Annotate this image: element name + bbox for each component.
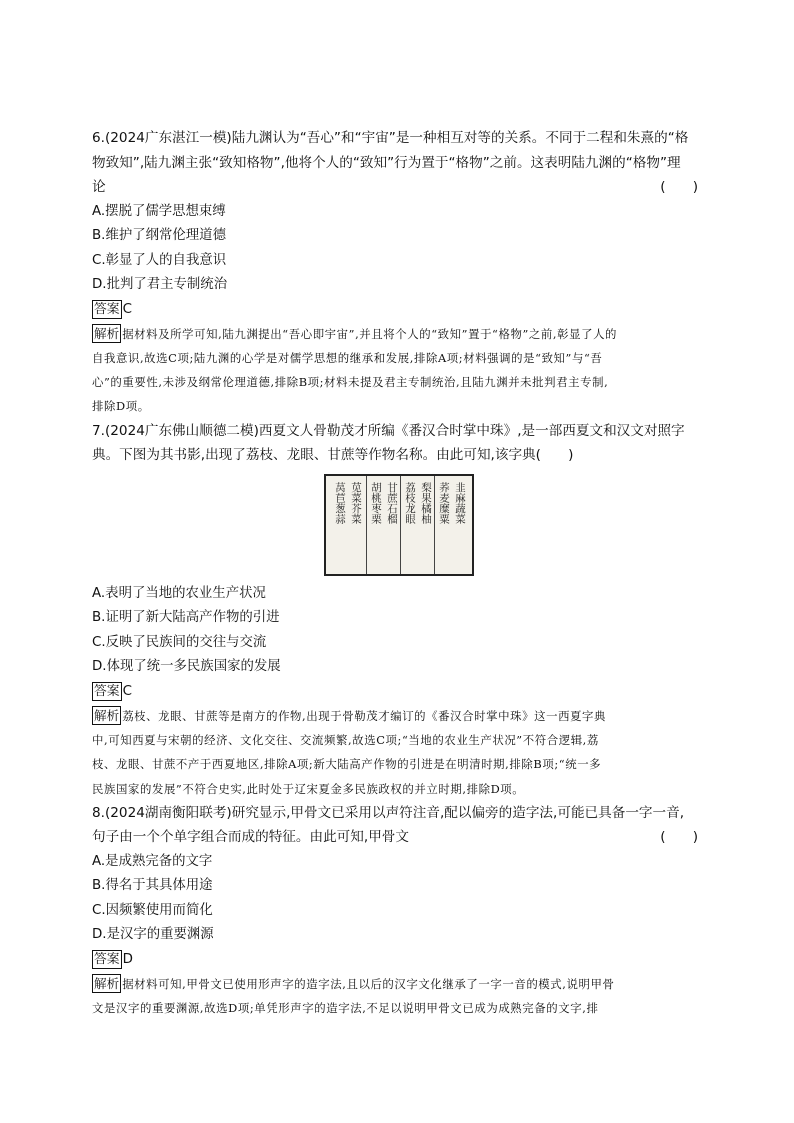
- figure-column: 莴苣葱蒜: [334, 481, 346, 524]
- figure-divider: [434, 476, 435, 574]
- explanation-line: 文是汉字的重要渊源,故选D项;单凭形声字的造字法,不足以说明甲骨文已成为成熟完备的文字,排: [92, 1001, 599, 1016]
- answer-blank: ): [540, 447, 574, 464]
- figure-divider: [400, 476, 401, 574]
- question-stem-text: 论: [92, 179, 106, 195]
- explanation-line: 枝、龙眼、甘蔗不产于西夏地区,排除A项;新大陆高产作物的引进是在明清时期,排除B项;“统一多: [92, 757, 602, 772]
- option-a: A.表明了当地的农业生产状况: [92, 585, 266, 601]
- question-stem-line: [92, 825, 700, 850]
- answer-tag: 答案: [94, 952, 120, 968]
- figure-column: 荞麦糜粟: [438, 481, 450, 524]
- question-stem-line: 6.(2024广东湛江一模)陆九渊认为“吾心”和“宇宙”是一种相互对等的关系。不同于二程和朱熹的“格: [92, 130, 689, 146]
- answer-tag: 答案: [94, 684, 120, 700]
- question-7: [92, 419, 700, 801]
- option-b: B.得名于其具体用途: [92, 878, 213, 894]
- explanation-line: 自我意识,故选C项;陆九渊的心学是对儒学思想的继承和发展,排除A项;材料强调的是“致知”与“吾: [92, 350, 603, 365]
- answer-row: [92, 948, 700, 972]
- explanation-line: 民族国家的发展”不符合史实,此时处于辽宋夏金多民族政权的并立时期,排除D项。: [92, 781, 525, 796]
- option-a: A.是成熟完备的文字: [92, 853, 213, 869]
- explanation: [92, 704, 700, 801]
- question-stem-line: [92, 443, 700, 468]
- answer-row: [92, 680, 700, 704]
- document-page: [92, 126, 700, 1020]
- answer-value: C: [122, 684, 132, 700]
- option-c: C.反映了民族间的交往与交流: [92, 634, 267, 650]
- option-a: A.摆脱了儒学思想束缚: [92, 203, 226, 219]
- question-8: [92, 801, 700, 1021]
- figure-column: 苋菜芥菜: [350, 481, 362, 524]
- explanation-text: 据材料及所学可知,陆九渊提出“吾心即宇宙”,并且将个人的“致知”置于“格物”之前,彰显了人的: [122, 326, 618, 341]
- explanation-line: [92, 322, 700, 346]
- explanation-line: [92, 704, 700, 728]
- explanation-text: 荔枝、龙眼、甘蔗等是南方的作物,出现于骨勒茂才编订的《番汉合时掌中珠》这一西夏字典: [122, 708, 607, 723]
- question-stem-line: 7.(2024广东佛山顺德二模)西夏文人骨勒茂才所编《番汉合时掌中珠》,是一部西夏文和汉文对照字: [92, 422, 685, 439]
- explanation-line: [92, 972, 700, 996]
- explanation-text: 据材料可知,甲骨文已使用形声字的造字法,且以后的汉字文化继承了一字一音的模式,说明甲骨: [122, 976, 615, 991]
- explanation: [92, 322, 700, 419]
- option-b: B.维护了纲常伦理道德: [92, 228, 226, 243]
- question-stem-line: 物致知”,陆九渊主张“致知格物”,他将个人的“致知”行为置于“格物”之前。这表明陆九渊的“格物”理: [92, 154, 681, 171]
- answer-tag: 答案: [94, 302, 120, 317]
- question-stem-line: [92, 175, 700, 200]
- option-d: D.批判了君主专制统治: [92, 277, 228, 292]
- figure-column: 梨果橘柚: [420, 481, 432, 524]
- explanation-line: 排除D项。: [92, 399, 150, 414]
- question-stem-text: 句子由一个个单字组合而成的特征。由此可知,甲骨文: [92, 829, 409, 846]
- answer-value: C: [122, 302, 132, 317]
- option-d: D.体现了统一多民族国家的发展: [92, 659, 281, 675]
- option-c: C.彰显了人的自我意识: [92, 252, 227, 268]
- explanation-tag: 解析: [94, 707, 120, 723]
- explanation-tag: 解析: [94, 975, 120, 991]
- book-image-figure: [324, 474, 474, 576]
- figure-column: 胡桃枣栗: [370, 481, 382, 524]
- figure-divider: [366, 476, 367, 574]
- figure-column: 甘蔗石榴: [386, 481, 398, 524]
- explanation-line: 心”的重要性,未涉及纲常伦理道德,排除B项;材料未提及君主专制统治,且陆九渊并未批判君主专制,: [92, 375, 609, 390]
- explanation-tag: 解析: [94, 325, 120, 341]
- option-d: D.是汉字的重要渊源: [92, 927, 214, 943]
- answer-row: [92, 298, 700, 322]
- explanation: [92, 972, 700, 1021]
- answer-value: D: [122, 952, 133, 968]
- question-stem-text: 典。下图为其书影,出现了荔枝、龙眼、甘蔗等作物名称。由此可知,该字典(: [92, 447, 541, 464]
- option-b: B.证明了新大陆高产作物的引进: [92, 610, 280, 626]
- answer-blank: ( ): [660, 179, 698, 195]
- answer-blank: ( ): [660, 829, 698, 846]
- question-6: [92, 126, 700, 419]
- question-stem-line: 8.(2024湖南衡阳联考)研究显示,甲骨文已采用以声符注音,配以偏旁的造字法,可能已具备一字一音,: [92, 804, 685, 821]
- figure-column: 韭麻蔬菜: [454, 481, 466, 524]
- explanation-line: 中,可知西夏与宋朝的经济、文化交往、交流频繁,故选C项;“当地的农业生产状况”不符合逻辑,荔: [92, 732, 599, 747]
- option-c: C.因频繁使用而简化: [92, 902, 213, 918]
- figure-column: 荔枝龙眼: [404, 481, 416, 524]
